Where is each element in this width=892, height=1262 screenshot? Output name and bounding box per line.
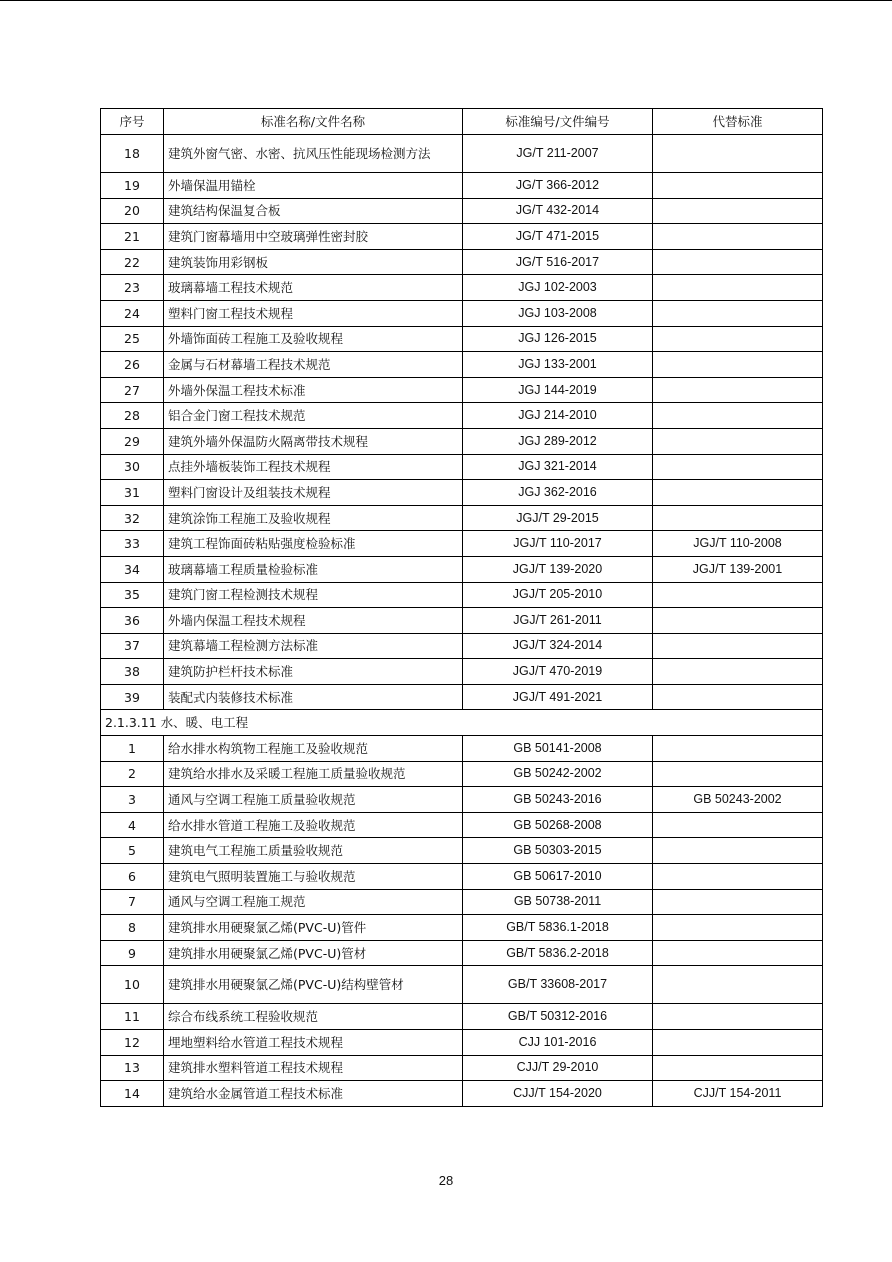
standard-name: 综合布线系统工程验收规范 [164,1004,463,1030]
table-row [101,864,823,890]
standard-code: GB/T 50312-2016 [463,1004,653,1030]
replaced-standard [653,608,823,634]
row-number: 22 [101,249,164,275]
standard-name: 铝合金门窗工程技术规范 [164,403,463,429]
standard-code: JG/T 211-2007 [463,135,653,173]
row-number: 11 [101,1004,164,1030]
row-number: 35 [101,582,164,608]
replaced-standard [653,505,823,531]
replaced-standard [653,761,823,787]
standard-code: CJJ/T 154-2020 [463,1081,653,1107]
header-row [101,109,823,135]
table-row [101,684,823,710]
table-row [101,1004,823,1030]
replaced-standard [653,915,823,941]
row-number: 13 [101,1055,164,1081]
table-row [101,454,823,480]
table-row [101,633,823,659]
replaced-standard [653,352,823,378]
table-row [101,377,823,403]
standard-name: 建筑工程饰面砖粘贴强度检验标准 [164,531,463,557]
replaced-standard [653,684,823,710]
standards-table [100,108,823,1107]
standard-name: 建筑电气工程施工质量验收规范 [164,838,463,864]
standard-name: 点挂外墙板装饰工程技术规程 [164,454,463,480]
standard-code: JGJ/T 324-2014 [463,633,653,659]
standard-name: 金属与石材幕墙工程技术规范 [164,352,463,378]
standard-code: GB/T 5836.2-2018 [463,940,653,966]
standard-name: 建筑涂饰工程施工及验收规程 [164,505,463,531]
replaced-standard [653,480,823,506]
standard-name: 通风与空调工程施工质量验收规范 [164,787,463,813]
row-number: 3 [101,787,164,813]
replaced-standard [653,1055,823,1081]
row-number: 21 [101,224,164,250]
replaced-standard [653,377,823,403]
standard-name: 建筑结构保温复合板 [164,198,463,224]
standard-code: JG/T 432-2014 [463,198,653,224]
replaced-standard: CJJ/T 154-2011 [653,1081,823,1107]
standard-code: JGJ 362-2016 [463,480,653,506]
row-number: 4 [101,812,164,838]
row-number: 27 [101,377,164,403]
table-row [101,915,823,941]
standard-name: 通风与空调工程施工规范 [164,889,463,915]
table-row [101,198,823,224]
standard-name: 建筑门窗工程检测技术规程 [164,582,463,608]
standard-name: 建筑排水用硬聚氯乙烯(PVC-U)管材 [164,940,463,966]
row-number: 8 [101,915,164,941]
table-row [101,966,823,1004]
table-row [101,940,823,966]
row-number: 24 [101,300,164,326]
standard-code: GB 50268-2008 [463,812,653,838]
standard-code: GB 50141-2008 [463,736,653,762]
table-row [101,505,823,531]
table-row [101,582,823,608]
row-number: 2 [101,761,164,787]
row-number: 19 [101,173,164,199]
table-row [101,352,823,378]
row-number: 18 [101,135,164,173]
standard-code: GB 50243-2016 [463,787,653,813]
table-row [101,300,823,326]
standard-code: GB 50242-2002 [463,761,653,787]
replaced-standard [653,300,823,326]
table-row [101,531,823,557]
replaced-standard [653,966,823,1004]
standard-code: JGJ 214-2010 [463,403,653,429]
table-row [101,428,823,454]
row-number: 39 [101,684,164,710]
standard-name: 建筑电气照明装置施工与验收规范 [164,864,463,890]
replaced-standard: JGJ/T 110-2008 [653,531,823,557]
replaced-standard [653,889,823,915]
replaced-standard: GB 50243-2002 [653,787,823,813]
standard-name: 埋地塑料给水管道工程技术规程 [164,1030,463,1056]
standard-code: GB 50303-2015 [463,838,653,864]
row-number: 30 [101,454,164,480]
row-number: 9 [101,940,164,966]
standard-code: JGJ 321-2014 [463,454,653,480]
standard-name: 塑料门窗设计及组装技术规程 [164,480,463,506]
standard-name: 建筑门窗幕墙用中空玻璃弹性密封胶 [164,224,463,250]
table-row [101,275,823,301]
replaced-standard [653,454,823,480]
page-top-rule [0,0,892,1]
replaced-standard [653,275,823,301]
standard-code: GB 50738-2011 [463,889,653,915]
row-number: 36 [101,608,164,634]
replaced-standard [653,224,823,250]
standard-code: GB/T 33608-2017 [463,966,653,1004]
standard-code: JG/T 366-2012 [463,173,653,199]
table-row [101,135,823,173]
table-row [101,736,823,762]
standard-name: 建筑给水金属管道工程技术标准 [164,1081,463,1107]
row-number: 28 [101,403,164,429]
standard-name: 给水排水管道工程施工及验收规范 [164,812,463,838]
replaced-standard [653,812,823,838]
replaced-standard: JGJ/T 139-2001 [653,556,823,582]
standard-name: 建筑排水塑料管道工程技术规程 [164,1055,463,1081]
replaced-standard [653,582,823,608]
standard-name: 给水排水构筑物工程施工及验收规范 [164,736,463,762]
row-number: 38 [101,659,164,685]
table-body-mep [101,736,823,1107]
standard-code: JGJ/T 261-2011 [463,608,653,634]
replaced-standard [653,864,823,890]
table-row [101,1030,823,1056]
standard-name: 塑料门窗工程技术规程 [164,300,463,326]
standard-code: JGJ/T 110-2017 [463,531,653,557]
row-number: 37 [101,633,164,659]
table-row [101,812,823,838]
standard-name: 玻璃幕墙工程质量检验标准 [164,556,463,582]
row-number: 33 [101,531,164,557]
table-row [101,1055,823,1081]
standard-code: GB/T 5836.1-2018 [463,915,653,941]
standard-code: JG/T 516-2017 [463,249,653,275]
table-row [101,1081,823,1107]
standard-name: 建筑排水用硬聚氯乙烯(PVC-U)管件 [164,915,463,941]
table-row [101,480,823,506]
standard-code: JGJ 289-2012 [463,428,653,454]
standard-code: CJJ 101-2016 [463,1030,653,1056]
table-row [101,403,823,429]
table-section [101,710,823,736]
standard-code: JGJ/T 470-2019 [463,659,653,685]
standard-code: CJJ/T 29-2010 [463,1055,653,1081]
standard-name: 建筑给水排水及采暖工程施工质量验收规范 [164,761,463,787]
row-number: 20 [101,198,164,224]
page-number: 28 [438,1173,454,1188]
header-name: 标准名称/文件名称 [164,109,463,135]
standard-name: 建筑装饰用彩钢板 [164,249,463,275]
replaced-standard [653,659,823,685]
standard-name: 建筑排水用硬聚氯乙烯(PVC-U)结构壁管材 [164,966,463,1004]
standard-code: JG/T 471-2015 [463,224,653,250]
section-title: 2.1.3.11 水、暖、电工程 [101,710,823,736]
standard-name: 外墙饰面砖工程施工及验收规程 [164,326,463,352]
standard-name: 外墙保温用锚栓 [164,173,463,199]
standard-name: 建筑外窗气密、水密、抗风压性能现场检测方法 [164,135,463,173]
row-number: 29 [101,428,164,454]
standard-name: 外墙内保温工程技术规程 [164,608,463,634]
table-row [101,608,823,634]
replaced-standard [653,838,823,864]
standard-code: JGJ 126-2015 [463,326,653,352]
row-number: 12 [101,1030,164,1056]
row-number: 31 [101,480,164,506]
standard-code: GB 50617-2010 [463,864,653,890]
replaced-standard [653,1004,823,1030]
standard-name: 建筑幕墙工程检测方法标准 [164,633,463,659]
replaced-standard [653,428,823,454]
row-number: 26 [101,352,164,378]
replaced-standard [653,736,823,762]
replaced-standard [653,249,823,275]
standard-code: JGJ 102-2003 [463,275,653,301]
header-replaces: 代替标准 [653,109,823,135]
row-number: 14 [101,1081,164,1107]
standard-code: JGJ 133-2001 [463,352,653,378]
row-number: 5 [101,838,164,864]
standard-code: JGJ/T 29-2015 [463,505,653,531]
row-number: 10 [101,966,164,1004]
table-row [101,556,823,582]
standard-code: JGJ/T 139-2020 [463,556,653,582]
table-row [101,761,823,787]
standard-name: 装配式内装修技术标准 [164,684,463,710]
standard-code: JGJ 103-2008 [463,300,653,326]
table-body-building [101,135,823,710]
replaced-standard [653,135,823,173]
row-number: 32 [101,505,164,531]
table-row [101,249,823,275]
row-number: 1 [101,736,164,762]
standard-name: 建筑外墙外保温防火隔离带技术规程 [164,428,463,454]
standard-name: 玻璃幕墙工程技术规范 [164,275,463,301]
table-row [101,173,823,199]
replaced-standard [653,403,823,429]
replaced-standard [653,326,823,352]
row-number: 23 [101,275,164,301]
table-row [101,787,823,813]
standard-code: JGJ 144-2019 [463,377,653,403]
table-row [101,889,823,915]
table-row [101,838,823,864]
row-number: 6 [101,864,164,890]
replaced-standard [653,198,823,224]
standard-name: 外墙外保温工程技术标准 [164,377,463,403]
standard-code: JGJ/T 491-2021 [463,684,653,710]
replaced-standard [653,173,823,199]
table-row [101,326,823,352]
row-number: 25 [101,326,164,352]
table-row [101,224,823,250]
section-row [101,710,823,736]
table-row [101,659,823,685]
replaced-standard [653,940,823,966]
replaced-standard [653,633,823,659]
replaced-standard [653,1030,823,1056]
row-number: 34 [101,556,164,582]
header-no: 序号 [101,109,164,135]
row-number: 7 [101,889,164,915]
header-code: 标准编号/文件编号 [463,109,653,135]
standard-code: JGJ/T 205-2010 [463,582,653,608]
standard-name: 建筑防护栏杆技术标准 [164,659,463,685]
